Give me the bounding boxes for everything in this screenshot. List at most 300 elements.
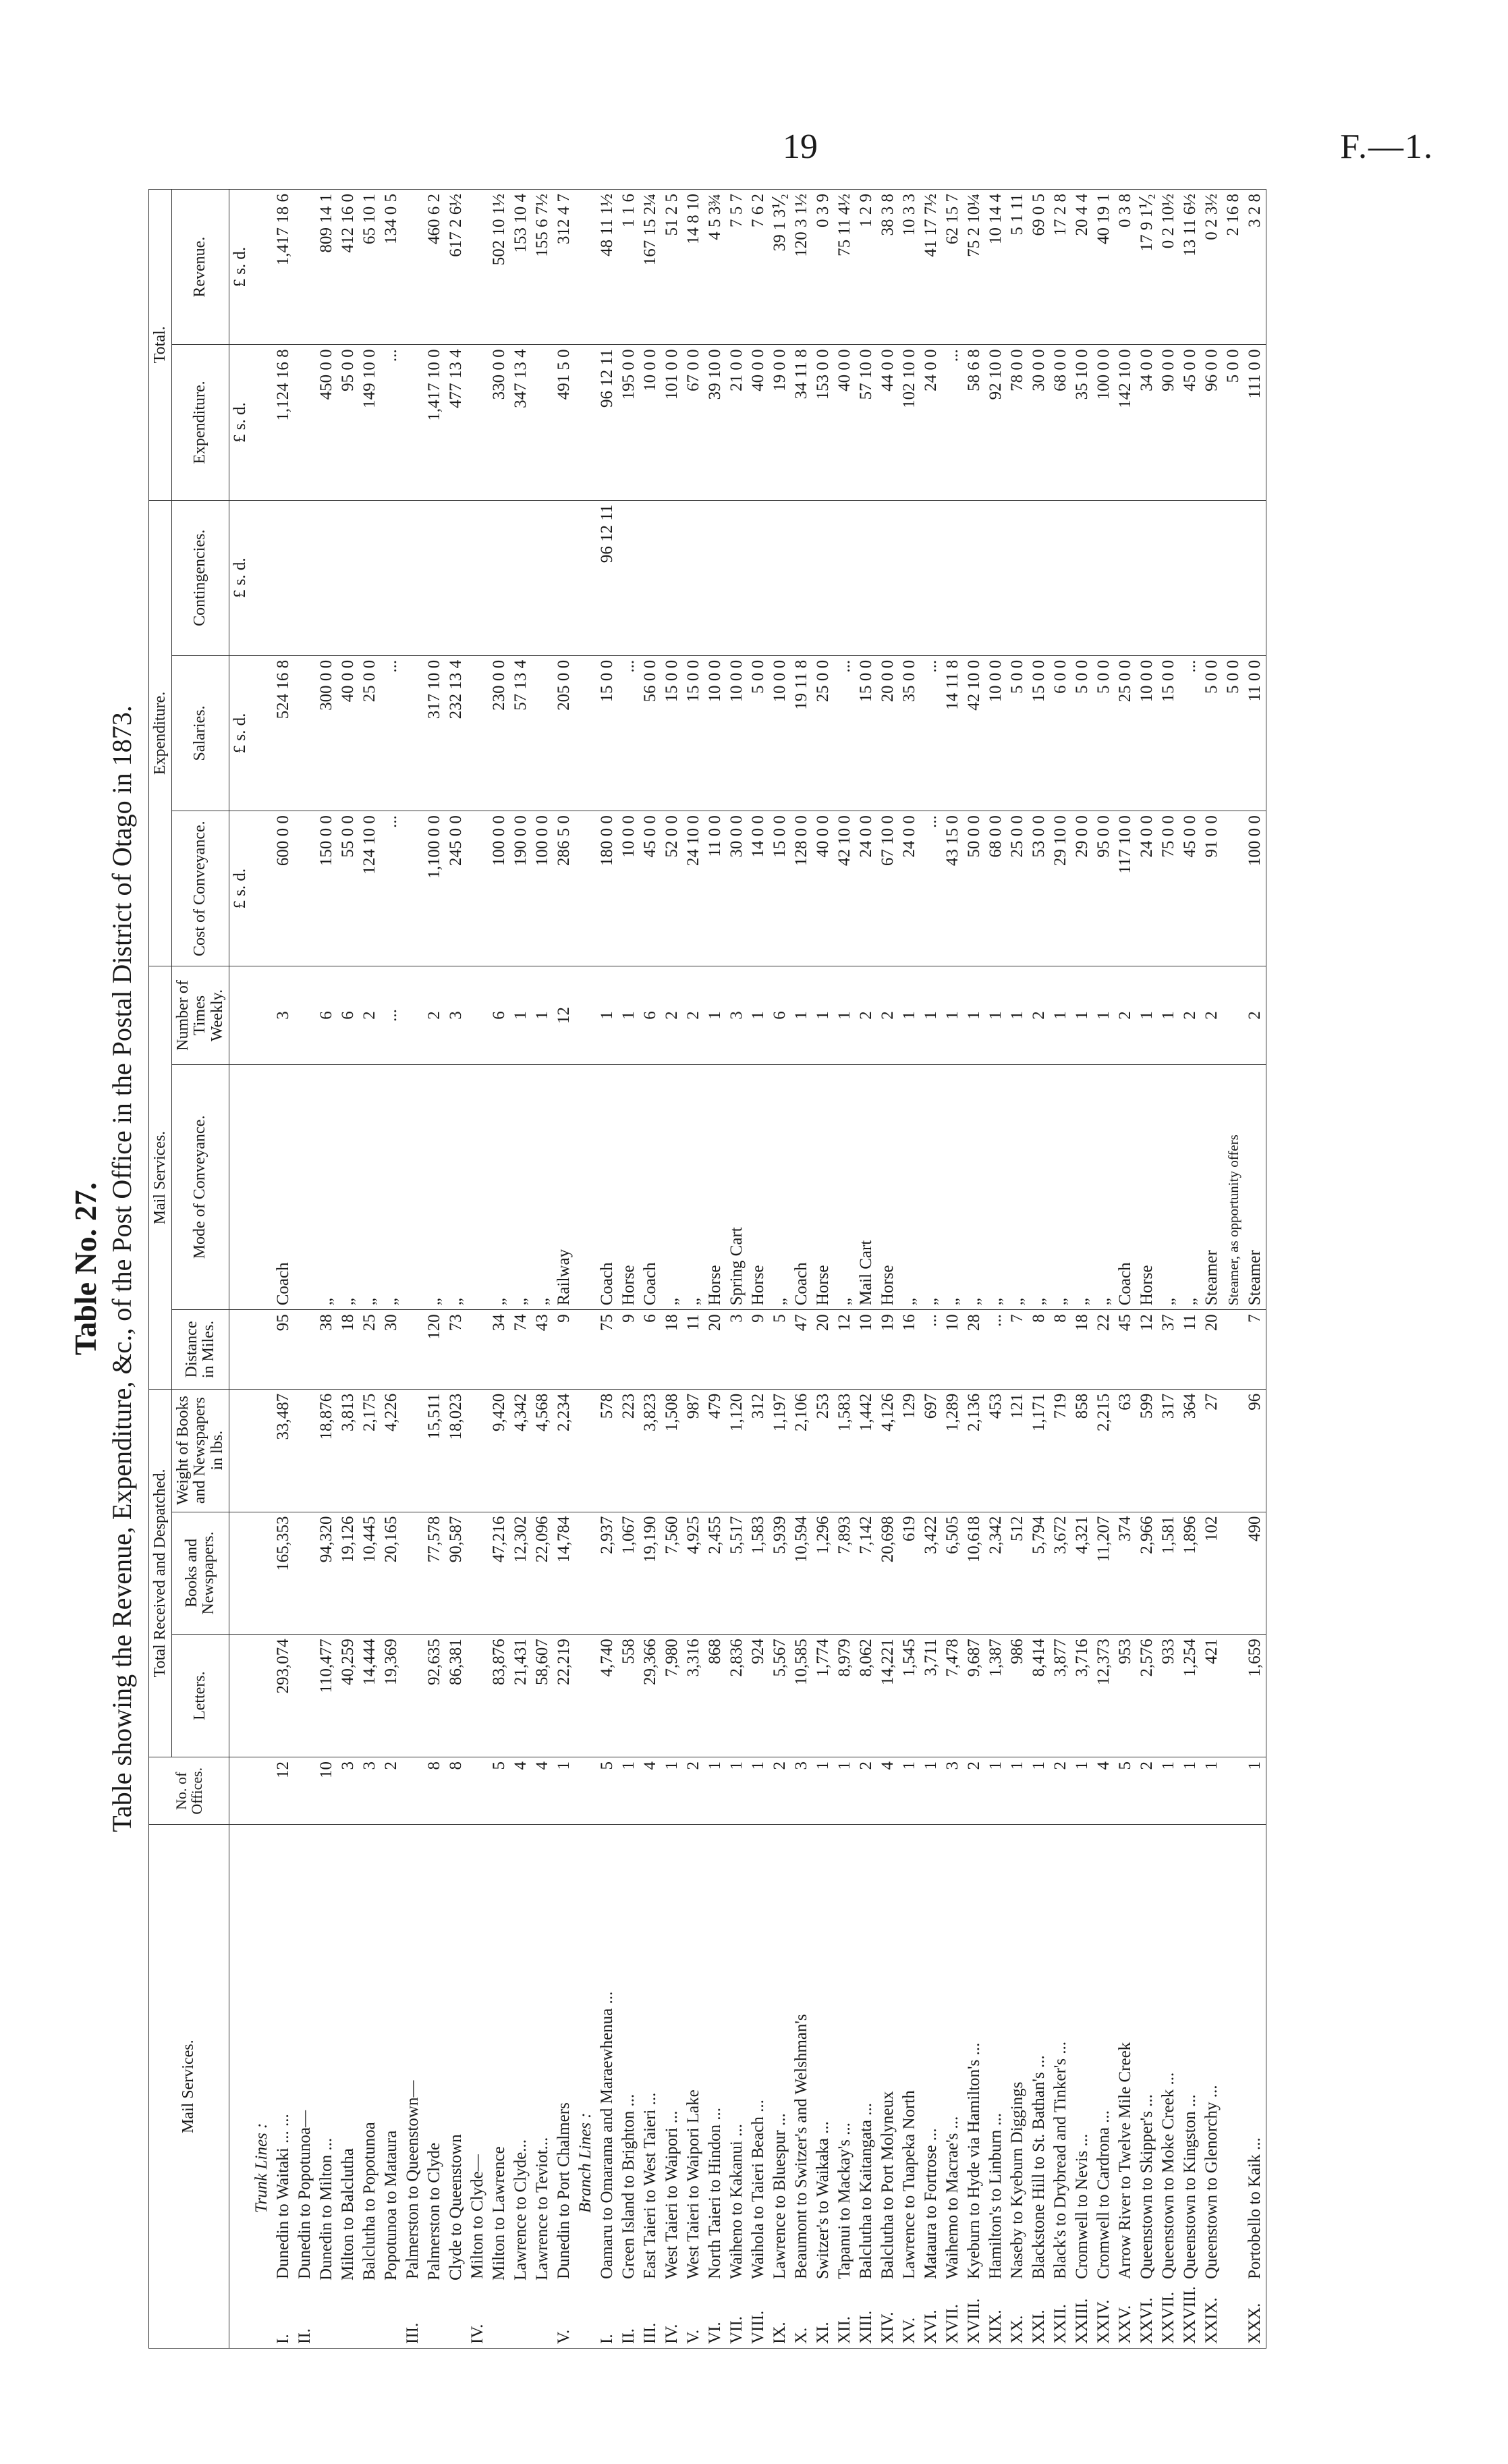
cell-distance: 3 xyxy=(726,1310,748,1390)
cell-cost: ... xyxy=(920,811,942,966)
cell-distance xyxy=(402,1310,424,1390)
cell-weight: 453 xyxy=(985,1389,1007,1512)
units-contingencies: £ s. d. xyxy=(229,500,251,655)
route-name: Cromwell to Cardrona ... xyxy=(1094,2110,1113,2279)
header-mode: Mode of Conveyance. xyxy=(172,1064,229,1310)
route-name: Queenstown to Moke Creek ... xyxy=(1158,2072,1177,2279)
table-row xyxy=(1158,190,1179,2349)
cell-salaries: 25 0 0 xyxy=(1115,655,1136,811)
route-number: XXII. xyxy=(1051,2303,1069,2344)
cell-revenue: 0 2 10½ xyxy=(1158,190,1179,345)
cell-distance: 8 xyxy=(1028,1310,1050,1390)
cell-letters xyxy=(294,1635,316,1757)
cell-distance: 45 xyxy=(1115,1310,1136,1390)
cell-cost: 11 0 0 xyxy=(704,811,726,966)
cell-contingencies xyxy=(1050,500,1071,655)
cell-revenue: 0 3 8 xyxy=(1115,190,1136,345)
table-title: Table showing the Revenue, Expenditure, &c., of the Post Office in the Postal District of Otago in 1873. xyxy=(107,705,137,1832)
route-cell xyxy=(1071,1825,1093,2349)
route-cell xyxy=(812,1825,834,2349)
cell-expenditure: 67 0 0 xyxy=(683,345,704,500)
route-number: XIV. xyxy=(878,2311,897,2344)
route-cell xyxy=(488,1825,510,2349)
route-number: XXIII. xyxy=(1072,2298,1091,2344)
cell-books: 2,455 xyxy=(704,1512,726,1635)
cell-offices: 12 xyxy=(273,1757,294,1825)
cell-weight: 2,175 xyxy=(359,1389,381,1512)
page-code: F.—1. xyxy=(1340,128,1434,166)
cell-books: 490 xyxy=(1244,1512,1266,1635)
cell-letters: 933 xyxy=(1158,1635,1179,1757)
cell-contingencies xyxy=(769,500,791,655)
cell-cost: 30 0 0 xyxy=(726,811,748,966)
cell-weight: 1,289 xyxy=(942,1389,964,1512)
table-row xyxy=(1201,190,1223,2349)
route-cell xyxy=(769,1825,791,2349)
cell-books: 5,517 xyxy=(726,1512,748,1635)
cell-weight: 2,234 xyxy=(553,1389,575,1512)
cell-weight: 2,215 xyxy=(1093,1389,1115,1512)
route-name: Milton to Balclutha xyxy=(338,2148,357,2280)
route-number: XVIII. xyxy=(964,2298,983,2344)
route-number: XIII. xyxy=(856,2310,875,2344)
cell-salaries: 56 0 0 xyxy=(640,655,661,811)
cell-offices: 2 xyxy=(683,1757,704,1825)
cell-books xyxy=(402,1512,424,1635)
cell-distance: 12 xyxy=(834,1310,856,1390)
cell-times: 2 xyxy=(424,966,445,1064)
cell-times: 6 xyxy=(316,966,337,1064)
table-row xyxy=(1050,190,1071,2349)
page-number: 19 xyxy=(783,128,818,166)
cell-times: 1 xyxy=(1158,966,1179,1064)
cell-cost: 100 0 0 xyxy=(532,811,553,966)
cell-cost: 117 10 0 xyxy=(1115,811,1136,966)
route-cell xyxy=(316,1825,337,2349)
cell-revenue: 5 1 11 xyxy=(1007,190,1028,345)
cell-distance: 9 xyxy=(553,1310,575,1390)
cell-offices: 3 xyxy=(791,1757,812,1825)
cell-weight: 312 xyxy=(748,1389,769,1512)
cell-weight: 253 xyxy=(812,1389,834,1512)
cell-revenue xyxy=(294,190,316,345)
cell-contingencies xyxy=(381,500,402,655)
cell-weight: 18,023 xyxy=(445,1389,467,1512)
cell-offices: 1 xyxy=(985,1757,1007,1825)
cell-contingencies xyxy=(834,500,856,655)
cell-contingencies xyxy=(445,500,467,655)
cell-offices: 1 xyxy=(748,1757,769,1825)
cell-books xyxy=(1223,1512,1244,1635)
route-name: East Taieri to West Taieri ... xyxy=(640,2092,659,2279)
cell-contingencies xyxy=(424,500,445,655)
route-name: Hamilton's to Linburn ... xyxy=(986,2112,1005,2279)
cell-books xyxy=(467,1512,488,1635)
cell-cost: 43 15 0 xyxy=(942,811,964,966)
cell-distance: 7 xyxy=(1244,1310,1266,1390)
cell-distance: 19 xyxy=(877,1310,899,1390)
route-cell xyxy=(402,1825,424,2349)
cell-mode: „ xyxy=(359,1064,381,1310)
route-cell xyxy=(877,1825,899,2349)
cell-revenue: 502 10 1½ xyxy=(488,190,510,345)
cell-books: 11,207 xyxy=(1093,1512,1115,1635)
cell-cost: ... xyxy=(381,811,402,966)
header-books: Books and Newspapers. xyxy=(172,1512,229,1635)
cell-times: 1 xyxy=(510,966,532,1064)
cell-cost: 150 0 0 xyxy=(316,811,337,966)
cell-distance: 9 xyxy=(618,1310,640,1390)
cell-letters: 14,444 xyxy=(359,1635,381,1757)
section-row xyxy=(575,190,596,2349)
cell-salaries: 19 11 8 xyxy=(791,655,812,811)
cell-weight: 1,442 xyxy=(856,1389,877,1512)
cell-revenue: 20 4 4 xyxy=(1071,190,1093,345)
route-name: Tapanui to Mackay's ... xyxy=(835,2123,854,2279)
header-contingencies: Contingencies. xyxy=(172,500,229,655)
cell-cost: 24 0 0 xyxy=(1136,811,1158,966)
table-number: Table No. 27. xyxy=(68,1182,103,1356)
cell-distance: 10 xyxy=(942,1310,964,1390)
cell-contingencies xyxy=(899,500,920,655)
route-cell xyxy=(899,1825,920,2349)
cell-mode: „ xyxy=(899,1064,920,1310)
cell-revenue: 7 6 2 xyxy=(748,190,769,345)
cell-mode: „ xyxy=(381,1064,402,1310)
table-row xyxy=(812,190,834,2349)
cell-offices: 1 xyxy=(1007,1757,1028,1825)
header-cost: Cost of Conveyance. xyxy=(172,811,229,966)
header-total-group: Total. xyxy=(149,190,172,501)
route-cell xyxy=(1158,1825,1179,2349)
cell-salaries: 25 0 0 xyxy=(359,655,381,811)
cell-offices: 1 xyxy=(1201,1757,1223,1825)
table-row xyxy=(1028,190,1050,2349)
cell-weight: 3,813 xyxy=(337,1389,359,1512)
cell-times: 2 xyxy=(1115,966,1136,1064)
cell-expenditure: 96 12 11 xyxy=(596,345,618,500)
route-cell xyxy=(294,1825,316,2349)
cell-salaries: 300 0 0 xyxy=(316,655,337,811)
route-number: XII. xyxy=(835,2316,854,2344)
cell-contingencies xyxy=(640,500,661,655)
route-cell xyxy=(791,1825,812,2349)
cell-books: 7,893 xyxy=(834,1512,856,1635)
cell-expenditure: 330 0 0 xyxy=(488,345,510,500)
cell-distance xyxy=(1223,1310,1244,1390)
cell-times: 1 xyxy=(834,966,856,1064)
cell-distance: 10 xyxy=(856,1310,877,1390)
cell-salaries: ... xyxy=(834,655,856,811)
cell-weight: 858 xyxy=(1071,1389,1093,1512)
cell-books: 7,142 xyxy=(856,1512,877,1635)
cell-books: 20,165 xyxy=(381,1512,402,1635)
cell-books: 2,937 xyxy=(596,1512,618,1635)
cell-salaries: 317 10 0 xyxy=(424,655,445,811)
cell-letters: 29,366 xyxy=(640,1635,661,1757)
cell-mode: Coach xyxy=(596,1064,618,1310)
cell-cost: 40 0 0 xyxy=(812,811,834,966)
cell-letters: 12,373 xyxy=(1093,1635,1115,1757)
cell-expenditure: 40 0 0 xyxy=(834,345,856,500)
cell-salaries: 524 16 8 xyxy=(273,655,294,811)
route-cell xyxy=(1136,1825,1158,2349)
cell-revenue: 617 2 6½ xyxy=(445,190,467,345)
cell-mode: „ xyxy=(964,1064,985,1310)
cell-contingencies xyxy=(359,500,381,655)
cell-revenue: 134 0 5 xyxy=(381,190,402,345)
table-row xyxy=(618,190,640,2349)
cell-times: 2 xyxy=(1179,966,1201,1064)
cell-times: 2 xyxy=(1244,966,1266,1064)
route-number: IV. xyxy=(468,2324,486,2344)
cell-contingencies xyxy=(402,500,424,655)
cell-weight: 599 xyxy=(1136,1389,1158,1512)
cell-expenditure: 1,124 16 8 xyxy=(273,345,294,500)
cell-times xyxy=(294,966,316,1064)
route-name: Lawrence to Clyde... xyxy=(511,2139,530,2280)
route-number: III. xyxy=(403,2322,422,2344)
cell-distance: 22 xyxy=(1093,1310,1115,1390)
cell-revenue: 7 5 7 xyxy=(726,190,748,345)
table-row xyxy=(337,190,359,2349)
cell-times: 1 xyxy=(942,966,964,1064)
table-row xyxy=(316,190,337,2349)
cell-times: 1 xyxy=(1071,966,1093,1064)
cell-expenditure: 34 0 0 xyxy=(1136,345,1158,500)
table-row xyxy=(964,190,985,2349)
cell-cost: 180 0 0 xyxy=(596,811,618,966)
cell-weight: 2,136 xyxy=(964,1389,985,1512)
cell-salaries: 230 0 0 xyxy=(488,655,510,811)
route-cell xyxy=(964,1825,985,2349)
cell-mode: Horse xyxy=(1136,1064,1158,1310)
cell-times: 1 xyxy=(1050,966,1071,1064)
cell-mode: „ xyxy=(1071,1064,1093,1310)
route-name: Kyeburn to Hyde via Hamilton's ... xyxy=(964,2042,983,2279)
cell-expenditure: 10 0 0 xyxy=(640,345,661,500)
header-expenditure-group: Expenditure. xyxy=(149,500,172,966)
route-name: Portobello to Kaik ... xyxy=(1245,2137,1264,2279)
cell-distance: ... xyxy=(985,1310,1007,1390)
table-row xyxy=(748,190,769,2349)
table-row xyxy=(877,190,899,2349)
cell-books: 512 xyxy=(1007,1512,1028,1635)
table-row xyxy=(424,190,445,2349)
cell-revenue: 41 17 7½ xyxy=(920,190,942,345)
table-row xyxy=(704,190,726,2349)
cell-times: 2 xyxy=(856,966,877,1064)
cell-distance: 95 xyxy=(273,1310,294,1390)
cell-mode: „ xyxy=(424,1064,445,1310)
header-no-of-offices: No. of Offices. xyxy=(149,1757,229,1825)
cell-distance xyxy=(294,1310,316,1390)
cell-distance: 20 xyxy=(1201,1310,1223,1390)
cell-mode xyxy=(402,1064,424,1310)
route-cell xyxy=(704,1825,726,2349)
cell-contingencies xyxy=(316,500,337,655)
cell-offices: 3 xyxy=(942,1757,964,1825)
route-cell xyxy=(856,1825,877,2349)
cell-mode: Steamer, as opportunity offers xyxy=(1223,1064,1244,1310)
route-name: Lawrence to Bluespur ... xyxy=(770,2113,789,2279)
cell-mode: Mail Cart xyxy=(856,1064,877,1310)
route-name: Oamaru to Omarama and Maraewhenua ... xyxy=(597,1991,616,2279)
cell-books: 10,594 xyxy=(791,1512,812,1635)
cell-weight: 697 xyxy=(920,1389,942,1512)
cell-expenditure: 149 10 0 xyxy=(359,345,381,500)
cell-salaries: 11 0 0 xyxy=(1244,655,1266,811)
route-number: XVI. xyxy=(921,2309,940,2344)
cell-offices: 2 xyxy=(1050,1757,1071,1825)
cell-letters: 1,387 xyxy=(985,1635,1007,1757)
cell-contingencies xyxy=(1115,500,1136,655)
route-name: Queenstown to Skipper's ... xyxy=(1137,2094,1156,2279)
cell-weight: 27 xyxy=(1201,1389,1223,1512)
cell-letters: 986 xyxy=(1007,1635,1028,1757)
cell-mode: Railway xyxy=(553,1064,575,1310)
table-row xyxy=(1093,190,1115,2349)
cell-weight: 2,106 xyxy=(791,1389,812,1512)
cell-weight xyxy=(467,1389,488,1512)
route-cell xyxy=(748,1825,769,2349)
cell-revenue: 0 3 9 xyxy=(812,190,834,345)
cell-mode: Horse xyxy=(812,1064,834,1310)
cell-mode: „ xyxy=(316,1064,337,1310)
cell-revenue: 2 16 8 xyxy=(1223,190,1244,345)
cell-expenditure: 40 0 0 xyxy=(748,345,769,500)
route-number: X. xyxy=(791,2327,810,2344)
cell-weight: 121 xyxy=(1007,1389,1028,1512)
cell-mode xyxy=(467,1064,488,1310)
cell-contingencies xyxy=(942,500,964,655)
cell-distance: 20 xyxy=(704,1310,726,1390)
cell-offices: 2 xyxy=(381,1757,402,1825)
table-row xyxy=(1115,190,1136,2349)
cell-offices: 8 xyxy=(424,1757,445,1825)
cell-contingencies xyxy=(683,500,704,655)
route-name: Cromwell to Nevis ... xyxy=(1072,2133,1091,2279)
cell-offices: 1 xyxy=(920,1757,942,1825)
cell-cost: 100 0 0 xyxy=(488,811,510,966)
route-cell xyxy=(359,1825,381,2349)
cell-weight: 364 xyxy=(1179,1389,1201,1512)
route-cell xyxy=(467,1825,488,2349)
cell-weight: 9,420 xyxy=(488,1389,510,1512)
cell-cost: 29 10 0 xyxy=(1050,811,1071,966)
table-row xyxy=(1223,190,1244,2349)
cell-letters: 3,877 xyxy=(1050,1635,1071,1757)
cell-revenue xyxy=(467,190,488,345)
table-row xyxy=(294,190,316,2349)
cell-salaries xyxy=(467,655,488,811)
cell-distance: 34 xyxy=(488,1310,510,1390)
cell-letters: 3,316 xyxy=(683,1635,704,1757)
cell-cost: 50 0 0 xyxy=(964,811,985,966)
cell-salaries: ... xyxy=(1179,655,1201,811)
route-number: XV. xyxy=(899,2317,918,2344)
cell-letters: 10,585 xyxy=(791,1635,812,1757)
cell-letters: 558 xyxy=(618,1635,640,1757)
cell-weight: 719 xyxy=(1050,1389,1071,1512)
cell-salaries: 15 0 0 xyxy=(1158,655,1179,811)
cell-times: 6 xyxy=(640,966,661,1064)
cell-offices: 2 xyxy=(964,1757,985,1825)
cell-mode: „ xyxy=(683,1064,704,1310)
cell-contingencies xyxy=(661,500,683,655)
cell-books: 3,422 xyxy=(920,1512,942,1635)
table-row xyxy=(985,190,1007,2349)
cell-times: ... xyxy=(381,966,402,1064)
table-row xyxy=(726,190,748,2349)
cell-expenditure: 30 0 0 xyxy=(1028,345,1050,500)
cell-contingencies xyxy=(1201,500,1223,655)
cell-expenditure: 100 0 0 xyxy=(1093,345,1115,500)
cell-contingencies xyxy=(726,500,748,655)
route-name: Mataura to Fortrose ... xyxy=(921,2128,940,2279)
cell-cost: 1,100 0 0 xyxy=(424,811,445,966)
table-row xyxy=(1071,190,1093,2349)
cell-cost: 53 0 0 xyxy=(1028,811,1050,966)
cell-letters: 19,369 xyxy=(381,1635,402,1757)
cell-books: 1,583 xyxy=(748,1512,769,1635)
cell-distance: 18 xyxy=(1071,1310,1093,1390)
route-name: Black's to Drybread and Tinker's ... xyxy=(1051,2041,1069,2279)
route-cell xyxy=(424,1825,445,2349)
cell-cost: 95 0 0 xyxy=(1093,811,1115,966)
cell-revenue: 4 5 3¾ xyxy=(704,190,726,345)
cell-mode: „ xyxy=(661,1064,683,1310)
cell-books: 5,939 xyxy=(769,1512,791,1635)
cell-salaries xyxy=(532,655,553,811)
cell-revenue: 153 10 4 xyxy=(510,190,532,345)
header-weight: Weight of Books and Newspapers in lbs. xyxy=(172,1389,229,1512)
cell-letters xyxy=(467,1635,488,1757)
cell-contingencies xyxy=(704,500,726,655)
route-name: Lawrence to Teviot... xyxy=(532,2137,551,2280)
route-number: IX. xyxy=(770,2322,789,2344)
cell-distance: 11 xyxy=(683,1310,704,1390)
route-name: Dunedin to Port Chalmers xyxy=(554,2102,573,2279)
route-number: II. xyxy=(295,2328,314,2344)
cell-salaries: 15 0 0 xyxy=(1028,655,1050,811)
route-number: XXVI. xyxy=(1137,2297,1156,2344)
route-name: Balclutha to Popotunoa xyxy=(360,2122,379,2280)
cell-cost: 45 0 0 xyxy=(1179,811,1201,966)
cell-weight: 317 xyxy=(1158,1389,1179,1512)
cell-mode: Coach xyxy=(1115,1064,1136,1310)
cell-salaries: ... xyxy=(618,655,640,811)
cell-offices xyxy=(1223,1757,1244,1825)
cell-expenditure: 195 0 0 xyxy=(618,345,640,500)
route-number: VII. xyxy=(727,2316,746,2344)
cell-books: 619 xyxy=(899,1512,920,1635)
cell-contingencies xyxy=(1007,500,1028,655)
cell-expenditure: ... xyxy=(942,345,964,500)
cell-salaries: 25 0 0 xyxy=(812,655,834,811)
route-cell xyxy=(985,1825,1007,2349)
cell-cost: 42 10 0 xyxy=(834,811,856,966)
route-number: XXI. xyxy=(1029,2309,1048,2344)
cell-books: 7,560 xyxy=(661,1512,683,1635)
cell-distance: 38 xyxy=(316,1310,337,1390)
route-name: Blackstone Hill to St. Bathan's ... xyxy=(1029,2055,1048,2279)
table-row xyxy=(1007,190,1028,2349)
cell-weight: 4,226 xyxy=(381,1389,402,1512)
cell-offices: 1 xyxy=(812,1757,834,1825)
cell-expenditure: 95 0 0 xyxy=(337,345,359,500)
cell-revenue: 120 3 1½ xyxy=(791,190,812,345)
